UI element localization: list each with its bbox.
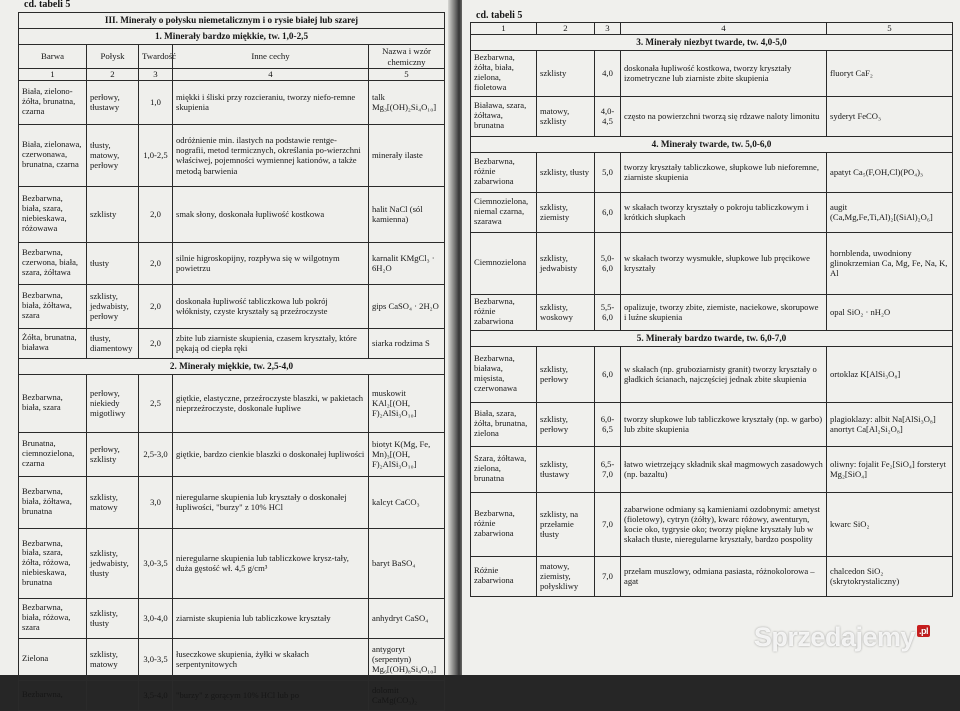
table-row [19, 638, 445, 680]
column-number: 5 [827, 23, 953, 35]
table-row [19, 328, 445, 358]
cell-barwa: Bezbarwna, biaława, mięsista, czerwonawa [471, 346, 537, 402]
cell-tw: 6,0 [595, 346, 621, 402]
cell-barwa: Bezbarwna, różnie zabarwiona [471, 152, 537, 192]
cell-tw: 6,0-6,5 [595, 402, 621, 446]
cell-polysk: szklisty, tłusty [537, 152, 595, 192]
column-number: 4 [173, 69, 369, 81]
cell-cechy: zabarwione odmiany są kamieniami ozdobnymi: ametyst (fioletowy), cytryn (żółty), kwarc różowy, awenturyn, kocie oko, tygrysie oko; tworzy piękne kryształy lub w skałach tłuste, nieregularne kryształy, bardzo pospolity [621, 492, 827, 556]
cell-nazwa: oliwny: fojalit Fe₂[SiO₄] forsteryt Mg₂[SiO₄] [827, 446, 953, 492]
cell-tw: 2,0 [139, 186, 173, 242]
cell-cechy: zbite lub ziarniste skupienia, czasem kryształy, które pękają od ciepła ręki [173, 328, 369, 358]
cell-barwa: Ciemnozielona, niemal czarna, szarawa [471, 192, 537, 232]
column-number: 1 [19, 69, 87, 81]
right-continuation-label: cd. tabeli 5 [476, 10, 523, 21]
cell-polysk: szklisty, tłustawy [537, 446, 595, 492]
column-number: 2 [537, 23, 595, 35]
right-page [462, 0, 960, 675]
cell-nazwa: hornblenda, uwodniony glinokrzemian Ca, Mg, Fe, Na, K, Al [827, 232, 953, 294]
table-row [19, 374, 445, 432]
table-row [19, 242, 445, 284]
cell-nazwa: anhydryt CaSO₄ [369, 598, 445, 638]
header-nazwa: Nazwa i wzór chemiczny [369, 45, 445, 69]
table-row [19, 186, 445, 242]
cell-nazwa: plagioklazy: albit Na[AlSi₃O₈] anortyt Ca[Al₂Si₂O₈] [827, 402, 953, 446]
cell-barwa: Żółta, brunatna, biaława [19, 328, 87, 358]
cell-nazwa: chalcedon SiO₂ (skrytokrystaliczny) [827, 556, 953, 596]
cell-barwa: Biała, zielonawa, czerwonawa, brunatna, czarna [19, 124, 87, 186]
right-section-5 [471, 330, 953, 346]
cell-cechy: opalizuje, tworzy zbite, ziemiste, naciekowe, skorupowe i luźne skupienia [621, 294, 827, 330]
cell-nazwa: siarka rodzima S [369, 328, 445, 358]
cell-polysk: szklisty, perłowy [537, 346, 595, 402]
cell-tw: 6,5-7,0 [595, 446, 621, 492]
cell-cechy: giętkie, elastyczne, przeźroczyste blaszki, w pakietach nieprzeźroczyste, doskonale łupliwe [173, 374, 369, 432]
cell-tw: 3,0-3,5 [139, 638, 173, 680]
header-inne: Inne cechy [173, 45, 369, 69]
watermark-tld: .pl [919, 626, 928, 636]
cell-tw: 2,5-3,0 [139, 432, 173, 476]
cell-cechy: łuseczkowe skupienia, żyłki w skałach serpentynitowych [173, 638, 369, 680]
watermark-text: Sprzedajemy [753, 622, 915, 652]
cell-polysk: tłusty, matowy, perłowy [87, 124, 139, 186]
column-number: 3 [139, 69, 173, 81]
cell-polysk: perłowy, niekiedy migotliwy [87, 374, 139, 432]
cell-tw: 3,0 [139, 476, 173, 528]
cell-tw: 2,0 [139, 284, 173, 328]
cell-cechy: doskonała łupliwość kostkowa, tworzy kryształy izometryczne lub ziarniste zbite skupienia [621, 50, 827, 96]
table-row [471, 96, 953, 136]
cell-polysk: szklisty, perłowy [537, 402, 595, 446]
cell-tw: 7,0 [595, 492, 621, 556]
table-row [471, 446, 953, 492]
cell-cechy: tworzy słupkowe lub tabliczkowe kryształy (np. w garbo) lub zbite skupienia [621, 402, 827, 446]
table-row [19, 432, 445, 476]
table-row [19, 598, 445, 638]
right-minerals-table [470, 22, 953, 597]
left-continuation-label: cd. tabeli 5 [24, 0, 71, 10]
left-section-1-title: 1. Minerały bardzo miękkie, tw. 1,0-2,5 [19, 29, 445, 45]
cell-tw: 1,0-2,5 [139, 124, 173, 186]
cell-nazwa: augit (Ca,Mg,Fe,Ti,Al)₂[(SiAl)₂O₆] [827, 192, 953, 232]
cell-nazwa: kalcyt CaCO₃ [369, 476, 445, 528]
table-row [471, 232, 953, 294]
cell-polysk: szklisty, woskowy [537, 294, 595, 330]
cell-barwa: Zielona [19, 638, 87, 680]
cell-nazwa: baryt BaSO₄ [369, 528, 445, 598]
cell-nazwa: ortoklaz K[AlSi₃O₈] [827, 346, 953, 402]
cell-barwa: Bezbarwna, biała, szara, żółta, różowa, niebieskawa, brunatna [19, 528, 87, 598]
cell-barwa: Bezbarwna, biała, żółtawa, brunatna [19, 476, 87, 528]
cell-barwa: Bezbarwna, biała, szara [19, 374, 87, 432]
cell-tw: 4,0-4,5 [595, 96, 621, 136]
sprzedajemy-watermark [754, 622, 928, 653]
cell-barwa: Biała, szara, żółta, brunatna, zielona [471, 402, 537, 446]
cell-barwa: Bezbarwna, biała, żółtawa, szara [19, 284, 87, 328]
right-section-3-title: 3. Minerały niezbyt twarde, tw. 4,0-5,0 [471, 34, 953, 50]
table-row [471, 152, 953, 192]
cell-barwa: Biaława, szara, żółtawa, brunatna [471, 96, 537, 136]
cell-cechy: giętkie, bardzo cienkie blaszki o doskonałej łupliwości [173, 432, 369, 476]
cell-barwa: Bezbarwna, różnie zabarwiona [471, 492, 537, 556]
cell-nazwa: karnalit KMgCl₃ · 6H₂O [369, 242, 445, 284]
cell-barwa: Brunatna, ciemnozielona, czarna [19, 432, 87, 476]
right-column-numbers-row [471, 23, 953, 35]
column-number: 4 [621, 23, 827, 35]
cell-polysk: szklisty [87, 186, 139, 242]
cell-nazwa: dolomit CaMg(CO₃)₂ [369, 680, 445, 710]
cell-barwa: Bezbarwna, [19, 680, 87, 710]
cell-cechy: łatwo wietrzejący składnik skał magmowych zasadowych (np. bazaltu) [621, 446, 827, 492]
cell-polysk: matowy, ziemisty, połyskliwy [537, 556, 595, 596]
cell-polysk: szklisty, tłusty [87, 598, 139, 638]
cell-tw: 6,0 [595, 192, 621, 232]
cell-polysk: szklisty, jedwabisty [537, 232, 595, 294]
cell-tw: 5,0 [595, 152, 621, 192]
cell-barwa: Bezbarwna, żółta, biała, zielona, fioletowa [471, 50, 537, 96]
cell-cechy: ziarniste skupienia lub tabliczkowe kryształy [173, 598, 369, 638]
cell-nazwa: halit NaCl (sól kamienna) [369, 186, 445, 242]
cell-polysk: tłusty, diamentowy [87, 328, 139, 358]
cell-barwa: Bezbarwna, biała, szara, niebieskawa, różowawa [19, 186, 87, 242]
cell-tw: 5,5-6,0 [595, 294, 621, 330]
cell-polysk: perłowy, tłustawy [87, 80, 139, 124]
cell-tw: 4,0 [595, 50, 621, 96]
cell-cechy: nieregularne skupienia lub tabliczkowe krysz-tały, duża gęstość wł. 4,5 g/cm³ [173, 528, 369, 598]
header-twardosc: Twardość [139, 45, 173, 69]
table-row [19, 476, 445, 528]
cell-cechy: doskonała łupliwość tabliczkowa lub pokrój włóknisty, czyste kryształy są przeźroczyste [173, 284, 369, 328]
table-row [19, 124, 445, 186]
column-number: 1 [471, 23, 537, 35]
cell-nazwa: gips CaSO₄ · 2H₂O [369, 284, 445, 328]
table-row [19, 284, 445, 328]
cell-cechy: silnie higroskopijny, rozpływa się w wilgotnym powietrzu [173, 242, 369, 284]
cell-tw: 7,0 [595, 556, 621, 596]
cell-polysk: szklisty, jedwabisty, perłowy [87, 284, 139, 328]
cell-polysk: szklisty, na przełamie tłusty [537, 492, 595, 556]
cell-cechy: w skałach (np. gruboziarnisty granit) tworzy kryształy o gładkich ścianach, najczęściej jednak zbite skupienia [621, 346, 827, 402]
cell-tw: 3,0-3,5 [139, 528, 173, 598]
cell-barwa: Różnie zabarwiona [471, 556, 537, 596]
cell-nazwa: apatyt Ca₅(F,OH,Cl)(PO₄)₃ [827, 152, 953, 192]
table-row [471, 556, 953, 596]
left-page [0, 0, 454, 706]
left-part-title [19, 13, 445, 29]
cell-tw: 2,0 [139, 242, 173, 284]
cell-nazwa: syderyt FeCO₃ [827, 96, 953, 136]
table-row [471, 346, 953, 402]
cell-cechy: smak słony, doskonała łupliwość kostkowa [173, 186, 369, 242]
table-row [471, 294, 953, 330]
cell-polysk: szklisty, jedwabisty, tłusty [87, 528, 139, 598]
left-section-1 [19, 29, 445, 45]
cell-polysk: perłowy, szklisty [87, 432, 139, 476]
cell-polysk [87, 680, 139, 710]
table-row [19, 680, 445, 710]
right-section-5-title: 5. Minerały bardzo twarde, tw. 6,0-7,0 [471, 330, 953, 346]
cell-polysk: tłusty [87, 242, 139, 284]
cell-tw: 3,0-4,0 [139, 598, 173, 638]
cell-nazwa: opal SiO₂ · nH₂O [827, 294, 953, 330]
cell-tw: 2,0 [139, 328, 173, 358]
table-row [471, 50, 953, 96]
column-number: 5 [369, 69, 445, 81]
cell-barwa: Biała, zielono-żółta, brunatna, czarna [19, 80, 87, 124]
cell-barwa: Bezbarwna, różnie zabarwiona [471, 294, 537, 330]
left-header-row [19, 45, 445, 69]
cell-cechy: miękki i śliski przy rozcieraniu, tworzy niefo-remne skupienia [173, 80, 369, 124]
table-row [471, 402, 953, 446]
cell-nazwa: biotyt K(Mg, Fe, Mn)₃[(OH, F)₂AlSi₃O₁₀] [369, 432, 445, 476]
cell-cechy: w skałach tworzy wysmukłe, słupkowe lub pręcikowe kryształy [621, 232, 827, 294]
cell-tw: 1,0 [139, 80, 173, 124]
table-row [471, 192, 953, 232]
cell-polysk: szklisty [537, 50, 595, 96]
cell-cechy: tworzy kryształy tabliczkowe, słupkowe lub nieforemne, ziarniste skupienia [621, 152, 827, 192]
cell-cechy: "burzy" z gorącym 10% HCl lub po [173, 680, 369, 710]
left-minerals-table [18, 12, 445, 711]
cell-nazwa: minerały ilaste [369, 124, 445, 186]
cell-cechy: odróżnienie min. ilastych na podstawie rentge-nografii, metod termicznych, określania po-wierzchni właściwej, pojemności wymiennej kationów, a także metodą barwienia [173, 124, 369, 186]
left-part-title-title: III. Minerały o połysku niemetalicznym i o rysie białej lub szarej [19, 13, 445, 29]
right-section-4 [471, 136, 953, 152]
cell-cechy: w skałach tworzy kryształy o pokroju tabliczkowym i krótkich słupkach [621, 192, 827, 232]
cell-polysk: szklisty, ziemisty [537, 192, 595, 232]
table-row [19, 80, 445, 124]
cell-nazwa: kwarc SiO₂ [827, 492, 953, 556]
cell-cechy: nieregularne skupienia lub kryształy o doskonałej łupliwości, "burzy" z 10% HCl [173, 476, 369, 528]
header-barwa: Barwa [19, 45, 87, 69]
left-section-2 [19, 358, 445, 374]
left-column-numbers-row [19, 69, 445, 81]
cell-cechy: przełam muszlowy, odmiana pasiasta, różnokolorowa – agat [621, 556, 827, 596]
cell-polysk: szklisty, matowy [87, 476, 139, 528]
cell-tw: 5,0-6,0 [595, 232, 621, 294]
cell-nazwa: muskowit KAl₂[(OH, F)₂AlSi₃O₁₀] [369, 374, 445, 432]
cell-barwa: Bezbarwna, czerwona, biała, szara, żółtawa [19, 242, 87, 284]
cell-barwa: Bezbarwna, biała, różowa, szara [19, 598, 87, 638]
column-number: 3 [595, 23, 621, 35]
cell-polysk: matowy, szklisty [537, 96, 595, 136]
right-section-3 [471, 34, 953, 50]
column-number: 2 [87, 69, 139, 81]
cell-barwa: Ciemnozielona [471, 232, 537, 294]
left-section-2-title: 2. Minerały miękkie, tw. 2,5-4,0 [19, 358, 445, 374]
cell-polysk: szklisty, matowy [87, 638, 139, 680]
cell-nazwa: fluoryt CaF₂ [827, 50, 953, 96]
header-polysk: Połysk [87, 45, 139, 69]
cell-nazwa: antygoryt (serpentyn) Mg₆[(OH)₈Si₄O₁₀] [369, 638, 445, 680]
cell-nazwa: talk Mg₃[(OH)₂Si₄O₁₀] [369, 80, 445, 124]
cell-tw: 3,5-4,0 [139, 680, 173, 710]
right-section-4-title: 4. Minerały twarde, tw. 5,0-6,0 [471, 136, 953, 152]
cell-barwa: Szara, żółtawa, zielona, brunatna [471, 446, 537, 492]
table-row [471, 492, 953, 556]
table-row [19, 528, 445, 598]
cell-cechy: często na powierzchni tworzą się rdzawe naloty limonitu [621, 96, 827, 136]
cell-tw: 2,5 [139, 374, 173, 432]
